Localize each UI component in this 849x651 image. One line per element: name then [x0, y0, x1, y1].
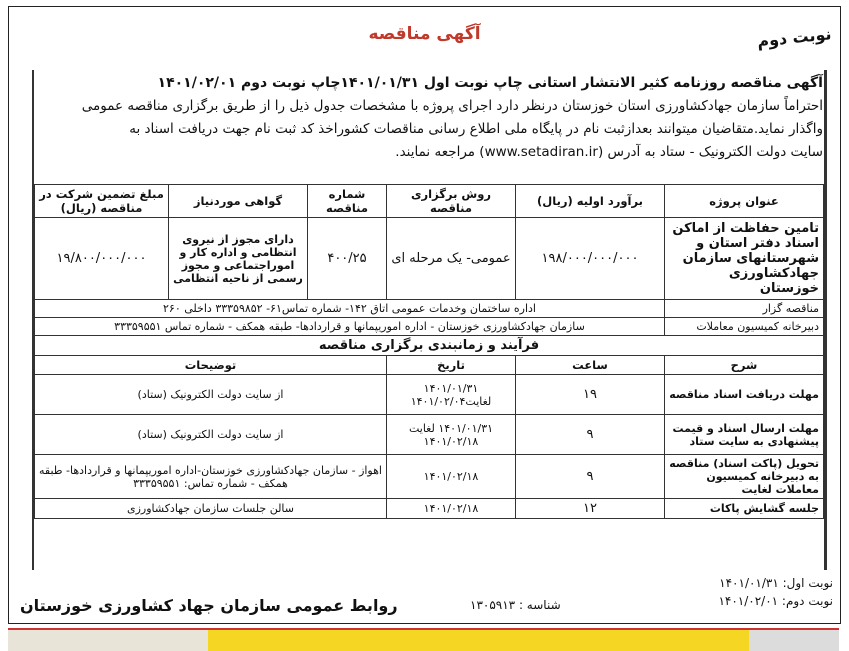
- process-date: ۱۴۰۱/۰۲/۱۸: [387, 455, 516, 499]
- publication-dates: [718, 574, 833, 610]
- process-date: ۱۴۰۱/۰۲/۱۸: [387, 499, 516, 519]
- first-round-date: نوبت اول: ۱۴۰۱/۰۱/۳۱: [719, 576, 833, 590]
- tender-table: [34, 184, 824, 519]
- cell-project: تامین حفاظت از اماکن اسناد دفتر استان و شهرستانهای سازمان جهادکشاورزی خوزستان: [665, 218, 824, 300]
- process-desc: جلسه گشایش پاکات: [665, 499, 824, 519]
- intro-line-3: واگذار نماید.متقاضیان میتوانند بعدازثبت نام در پایگاه ملی اطلاع رسانی مناقصات کشوراخذ کد ثبت نام جهت دریافت اسناد به: [129, 121, 823, 137]
- table-row: [35, 499, 824, 519]
- process-time: ۱۲: [516, 499, 665, 519]
- header-estimate: برآورد اولیه (ریال): [516, 185, 665, 218]
- table-row: [35, 375, 824, 415]
- process-header-desc: شرح: [665, 356, 824, 375]
- cell-number: ۴۰۰/۲۵: [308, 218, 387, 300]
- table-header-row: [35, 185, 824, 218]
- process-header-row: [35, 356, 824, 375]
- process-header-notes: توضیحات: [35, 356, 387, 375]
- process-header-date: تاریخ: [387, 356, 516, 375]
- secretariat-value: سازمان جهادکشاورزی خوزستان - اداره اموریپمانها و قراردادها- طبقه همکف - شماره تماس ۳۳۳۵۹۵۵۱: [35, 318, 665, 336]
- header-project: عنوان پروژه: [665, 185, 824, 218]
- ad-code: شناسه : ۱۳۰۵۹۱۳: [470, 598, 561, 612]
- process-time: ۹: [516, 415, 665, 455]
- process-time: ۱۹: [516, 375, 665, 415]
- table-row: [35, 455, 824, 499]
- table-row: [35, 218, 824, 300]
- banner-right-image: [749, 630, 839, 651]
- header-certificate: گواهی موردنیاز: [169, 185, 308, 218]
- round-label: نوبت دوم: [755, 24, 832, 51]
- cell-method: عمومی- یک مرحله ای: [387, 218, 516, 300]
- process-title-row: [35, 336, 824, 356]
- header-number: شماره مناقصه: [308, 185, 387, 218]
- cell-guarantee: ۱۹/۸۰۰/۰۰۰/۰۰۰: [35, 218, 169, 300]
- banner-left-image: [8, 630, 208, 651]
- cell-estimate: ۱۹۸/۰۰۰/۰۰۰/۰۰۰: [516, 218, 665, 300]
- cell-certificate: دارای مجوز از نیروی انتظامی و اداره کار و اموراجتماعی و مجوز رسمی از ناحیه انتظامی: [169, 218, 308, 300]
- intro-line-4: سایت دولت الکترونیک - ستاد به آدرس (www.setadiran.ir) مراجعه نمایند.: [395, 144, 823, 160]
- publisher-name: روابط عمومی سازمان جهاد کشاورزی خوزستان: [20, 596, 398, 615]
- organizer-label: مناقصه گزار: [665, 300, 824, 318]
- process-notes: از سایت دولت الکترونیک (ستاد): [35, 415, 387, 455]
- process-time: ۹: [516, 455, 665, 499]
- header-method: روش برگزاری مناقصه: [387, 185, 516, 218]
- intro-line-1: آگهی مناقصه روزنامه کثیر الانتشار استانی چاپ نوبت اول ۱۴۰۱/۰۱/۳۱چاپ نوبت دوم ۱۴۰۱/۰۲/۰۱: [157, 75, 823, 91]
- secretariat-label: دبیرخانه کمیسیون معاملات: [665, 318, 824, 336]
- process-notes: از سایت دولت الکترونیک (ستاد): [35, 375, 387, 415]
- process-notes: اهواز - سازمان جهادکشاورزی خوزستان-اداره اموریپمانها و قراردادها- طبقه همکف - شماره تماس: ۳۳۳۵۹۵۵۱: [35, 455, 387, 499]
- process-desc: مهلت ارسال اسناد و قیمت پیشنهادی به سایت ستاد: [665, 415, 824, 455]
- process-desc: مهلت دریافت اسناد مناقصه: [665, 375, 824, 415]
- process-date: ۱۴۰۱/۰۱/۳۱ لغایت ۱۴۰۱/۰۲/۱۸: [387, 415, 516, 455]
- ad-title: آگهی مناقصه: [368, 24, 481, 44]
- bottom-banner: [8, 628, 839, 651]
- table-row: [35, 415, 824, 455]
- right-divider: [824, 70, 827, 570]
- second-round-date: نوبت دوم: ۱۴۰۱/۰۲/۰۱: [718, 594, 833, 608]
- intro-line-2: احتراماً سازمان جهادکشاورزی استان خوزستان درنظر دارد اجرای پروژه با مشخصات جدول ذیل را از طریق برگزاری مناقصه عمومی: [81, 98, 823, 114]
- process-header-time: ساعت: [516, 356, 665, 375]
- secretariat-row: [35, 318, 824, 336]
- header-guarantee: مبلغ تضمین شرکت در مناقصه (ریال): [35, 185, 169, 218]
- intro-text: [40, 72, 823, 164]
- process-title: فرآیند و زمانبندی برگزاری مناقصه: [35, 336, 824, 356]
- organizer-value: اداره ساختمان وخدمات عمومی اتاق ۱۴۲- شماره تماس۶۱- ۳۳۳۵۹۸۵۲ داخلی ۲۶۰: [35, 300, 665, 318]
- process-desc: تحویل (پاکت اسناد) مناقصه به دبیرخانه کمیسیون معاملات لغایت: [665, 455, 824, 499]
- process-notes: سالن جلسات سازمان جهادکشاورزی: [35, 499, 387, 519]
- organizer-row: [35, 300, 824, 318]
- process-date: ۱۴۰۱/۰۱/۳۱ لغایت۱۴۰۱/۰۲/۰۴: [387, 375, 516, 415]
